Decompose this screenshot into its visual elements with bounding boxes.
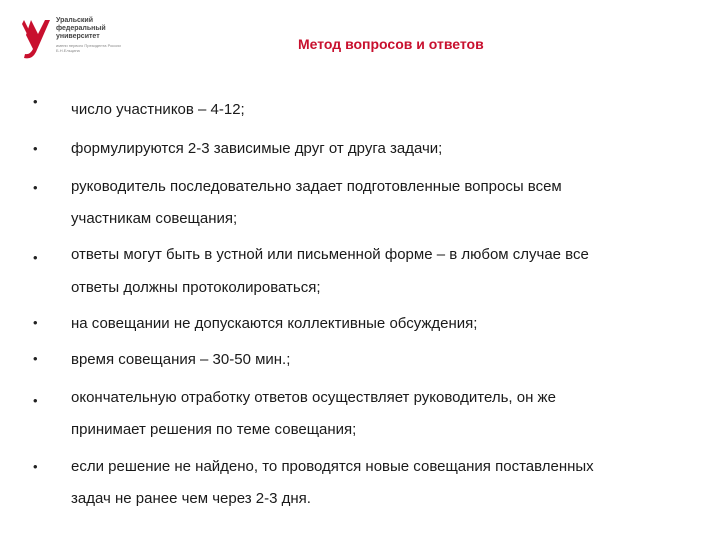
bullet-icon: • (33, 141, 38, 156)
list-item-text: ответы могут быть в устной или письменной форме – в любом случае все (71, 246, 589, 263)
bullet-icon: • (33, 94, 38, 109)
bullet-icon: • (33, 393, 38, 408)
list-item-text: принимает решения по теме совещания; (71, 421, 357, 438)
list-item-text: на совещании не допускаются коллективные обсуждения; (71, 315, 478, 332)
logo-subtext: имени первого Президента России Б.Н.Ельцина (56, 43, 121, 53)
list-item-text: руководитель последовательно задает подготовленные вопросы всем (71, 178, 562, 195)
bullet-icon: • (33, 351, 38, 366)
bullet-icon: • (33, 250, 38, 265)
bullet-icon: • (33, 459, 38, 474)
list-item-text: время совещания – 30-50 мин.; (71, 351, 291, 368)
list-item-text: число участников – 4-12; (71, 101, 245, 118)
slide-title: Метод вопросов и ответов (298, 36, 484, 52)
list-item-text: если решение не найдено, то проводятся новые совещания поставленных (71, 458, 594, 475)
list-item-text: задач не ранее чем через 2-3 дня. (71, 490, 311, 507)
bullet-icon: • (33, 315, 38, 330)
list-item-text: окончательную отработку ответов осуществляет руководитель, он же (71, 389, 556, 406)
list-item-text: ответы должны протоколироваться; (71, 279, 321, 296)
logo-text: Уральский федеральный университет (56, 17, 106, 40)
bullet-icon: • (33, 180, 38, 195)
list-item-text: участникам совещания; (71, 210, 238, 227)
list-item-text: формулируются 2-3 зависимые друг от друга задачи; (71, 140, 443, 157)
